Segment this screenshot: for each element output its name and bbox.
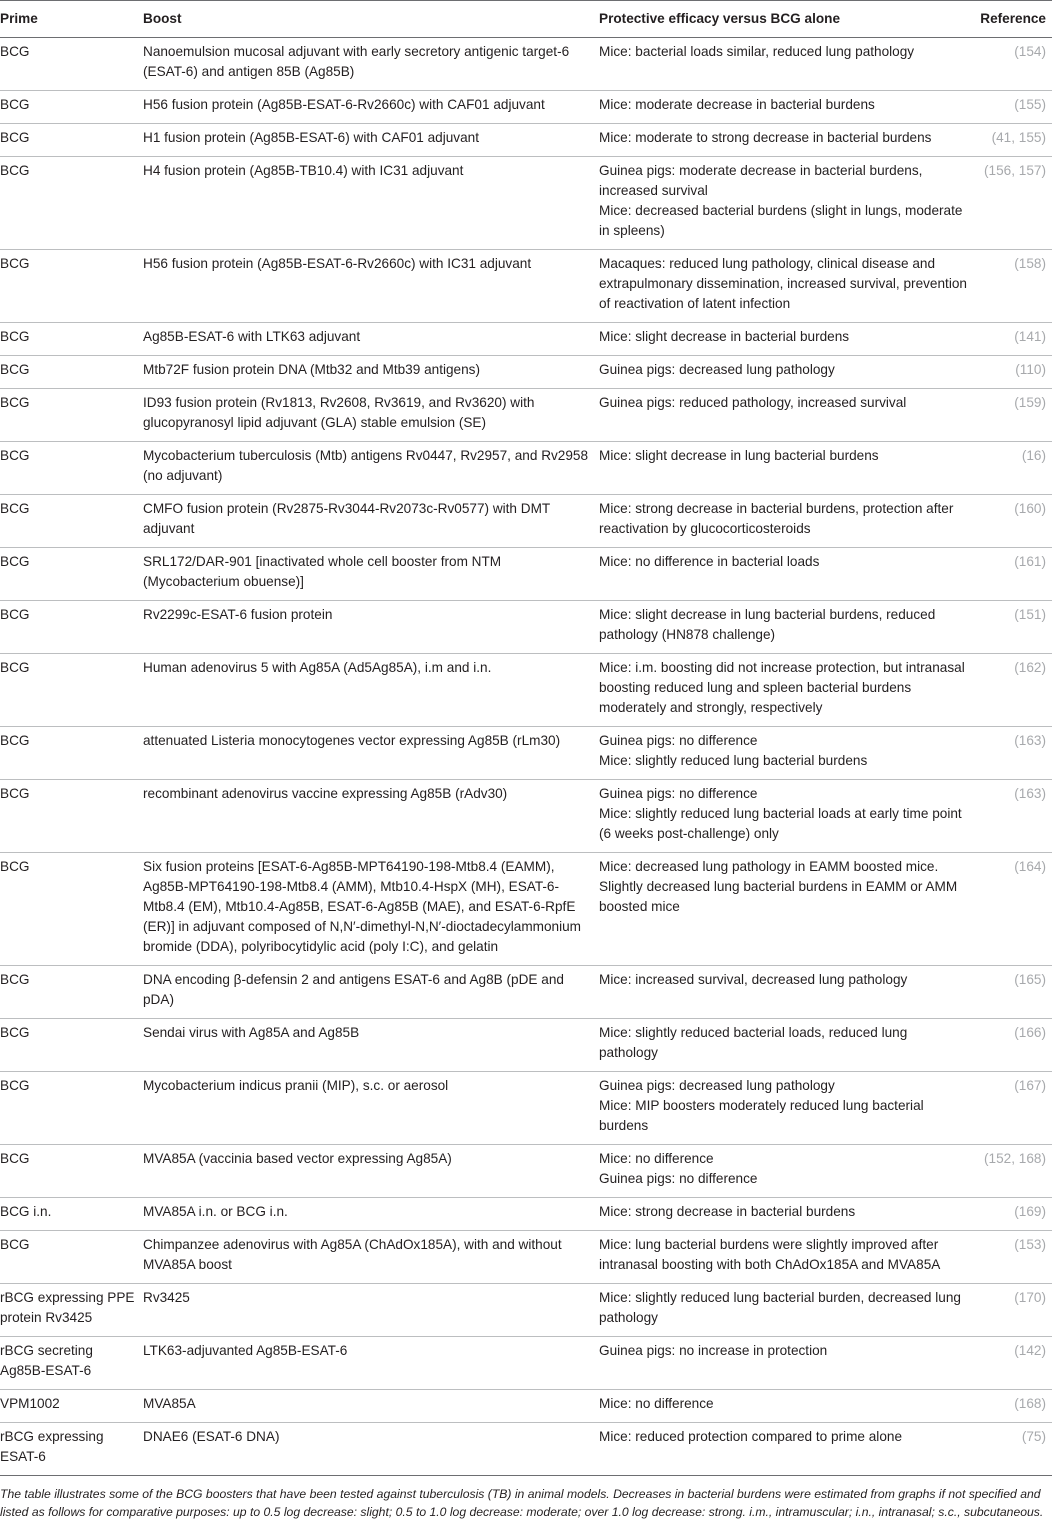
reference-cell: (75) [973, 1423, 1052, 1476]
reference-cell: (168) [973, 1390, 1052, 1423]
boost-cell: Ag85B-ESAT-6 with LTK63 adjuvant [143, 323, 599, 356]
efficacy-line: Mice: slightly reduced lung bacterial loads at early time point (6 weeks post-challenge) only [599, 806, 962, 841]
boost-cell: MVA85A i.n. or BCG i.n. [143, 1198, 599, 1231]
efficacy-cell [599, 356, 973, 389]
efficacy-cell [599, 1284, 973, 1337]
table-row [0, 727, 1052, 780]
reference-cell: (165) [973, 966, 1052, 1019]
reference-cell: (158) [973, 250, 1052, 323]
prime-cell: BCG [0, 442, 143, 495]
prime-cell: BCG [0, 356, 143, 389]
reference-cell: (16) [973, 442, 1052, 495]
reference-cell: (166) [973, 1019, 1052, 1072]
efficacy-cell [599, 853, 973, 966]
header-boost: Boost [143, 1, 599, 38]
efficacy-cell [599, 548, 973, 601]
efficacy-line: Mice: moderate decrease in bacterial burdens [599, 97, 875, 112]
prime-cell: BCG [0, 727, 143, 780]
prime-cell: BCG [0, 389, 143, 442]
prime-cell: BCG [0, 966, 143, 1019]
prime-cell: BCG [0, 124, 143, 157]
prime-cell: BCG [0, 1019, 143, 1072]
efficacy-line: Mice: reduced protection compared to prime alone [599, 1429, 902, 1444]
efficacy-cell [599, 389, 973, 442]
boost-cell: SRL172/DAR-901 [inactivated whole cell booster from NTM (Mycobacterium obuense)] [143, 548, 599, 601]
boost-cell: ID93 fusion protein (Rv1813, Rv2608, Rv3619, and Rv3620) with glucopyranosyl lipid adjuvant (GLA) stable emulsion (SE) [143, 389, 599, 442]
prime-cell: BCG [0, 91, 143, 124]
boost-cell: Mycobacterium tuberculosis (Mtb) antigens Rv0447, Rv2957, and Rv2958 (no adjuvant) [143, 442, 599, 495]
table-footnote: The table illustrates some of the BCG boosters that have been tested against tuberculosis (TB) in animal models. Decreases in bacterial burdens were estimated from graphs if not specified and listed as follows for comparative purposes: up to 0.5 log decrease: slight; 0.5 to 1.0 log decrease: moderate; over 1.0 log decrease: strong. i.m., intramuscular; i.n., intranasal; s.c., subcutaneous. [0, 1487, 1044, 1519]
reference-cell: (141) [973, 323, 1052, 356]
reference-cell: (159) [973, 389, 1052, 442]
table-row [0, 853, 1052, 966]
reference-cell: (169) [973, 1198, 1052, 1231]
table-row [0, 250, 1052, 323]
efficacy-cell [599, 38, 973, 91]
reference-cell: (153) [973, 1231, 1052, 1284]
header-row [0, 1, 1052, 38]
boost-cell: Sendai virus with Ag85A and Ag85B [143, 1019, 599, 1072]
reference-cell: (152, 168) [973, 1145, 1052, 1198]
efficacy-line: Mice: slight decrease in lung bacterial burdens [599, 448, 879, 463]
header-prime: Prime [0, 1, 143, 38]
efficacy-line: Mice: no difference [599, 1396, 714, 1411]
efficacy-line: Guinea pigs: no difference [599, 1171, 758, 1186]
efficacy-cell [599, 323, 973, 356]
table-row [0, 1284, 1052, 1337]
prime-cell: rBCG expressing PPE protein Rv3425 [0, 1284, 143, 1337]
efficacy-line: Guinea pigs: no difference [599, 733, 758, 748]
efficacy-line: Mice: slight decrease in bacterial burdens [599, 329, 850, 344]
efficacy-line: Guinea pigs: moderate decrease in bacterial burdens, increased survival [599, 163, 923, 198]
boost-cell: DNAE6 (ESAT-6 DNA) [143, 1423, 599, 1476]
efficacy-cell [599, 966, 973, 1019]
reference-cell: (160) [973, 495, 1052, 548]
efficacy-cell [599, 250, 973, 323]
boost-cell: recombinant adenovirus vaccine expressing Ag85B (rAdv30) [143, 780, 599, 853]
reference-cell: (155) [973, 91, 1052, 124]
boost-cell: DNA encoding β-defensin 2 and antigens ESAT-6 and Ag8B (pDE and pDA) [143, 966, 599, 1019]
efficacy-cell [599, 601, 973, 654]
efficacy-cell [599, 1019, 973, 1072]
reference-cell: (170) [973, 1284, 1052, 1337]
reference-cell: (151) [973, 601, 1052, 654]
table-row [0, 601, 1052, 654]
table-row [0, 38, 1052, 91]
efficacy-line: Mice: no difference [599, 1151, 714, 1166]
efficacy-cell [599, 91, 973, 124]
efficacy-cell [599, 124, 973, 157]
reference-cell: (164) [973, 853, 1052, 966]
table-row [0, 495, 1052, 548]
efficacy-line: Mice: i.m. boosting did not increase protection, but intranasal boosting reduced lung and spleen bacterial burdens moderately and strongly, respectively [599, 660, 965, 715]
boost-cell: H1 fusion protein (Ag85B-ESAT-6) with CAF01 adjuvant [143, 124, 599, 157]
header-efficacy: Protective efficacy versus BCG alone [599, 1, 973, 38]
boost-cell: H56 fusion protein (Ag85B-ESAT-6-Rv2660c) with IC31 adjuvant [143, 250, 599, 323]
table-row [0, 966, 1052, 1019]
table-row [0, 323, 1052, 356]
efficacy-line: Mice: MIP boosters moderately reduced lung bacterial burdens [599, 1098, 924, 1133]
reference-cell: (156, 157) [973, 157, 1052, 250]
prime-cell: VPM1002 [0, 1390, 143, 1423]
prime-cell: BCG [0, 38, 143, 91]
efficacy-cell [599, 1423, 973, 1476]
efficacy-cell [599, 442, 973, 495]
efficacy-cell [599, 1145, 973, 1198]
efficacy-line: Mice: strong decrease in bacterial burdens [599, 1204, 856, 1219]
boost-cell: Nanoemulsion mucosal adjuvant with early secretory antigenic target-6 (ESAT-6) and antigen 85B (Ag85B) [143, 38, 599, 91]
efficacy-cell [599, 1072, 973, 1145]
boost-cell: H4 fusion protein (Ag85B-TB10.4) with IC31 adjuvant [143, 157, 599, 250]
table-row [0, 91, 1052, 124]
efficacy-cell [599, 1198, 973, 1231]
table-row [0, 1072, 1052, 1145]
reference-cell: (142) [973, 1337, 1052, 1390]
prime-cell: BCG [0, 548, 143, 601]
efficacy-line: Guinea pigs: reduced pathology, increased survival [599, 395, 907, 410]
prime-cell: BCG [0, 1072, 143, 1145]
prime-cell: BCG [0, 1145, 143, 1198]
efficacy-cell [599, 495, 973, 548]
table-row [0, 157, 1052, 250]
efficacy-line: Guinea pigs: no increase in protection [599, 1343, 828, 1358]
efficacy-cell [599, 1337, 973, 1390]
boost-cell: H56 fusion protein (Ag85B-ESAT-6-Rv2660c) with CAF01 adjuvant [143, 91, 599, 124]
prime-cell: rBCG secreting Ag85B-ESAT-6 [0, 1337, 143, 1390]
boost-cell: MVA85A (vaccinia based vector expressing Ag85A) [143, 1145, 599, 1198]
table-row [0, 1423, 1052, 1476]
efficacy-line: Guinea pigs: decreased lung pathology [599, 1078, 835, 1093]
boost-cell: CMFO fusion protein (Rv2875-Rv3044-Rv2073c-Rv0577) with DMT adjuvant [143, 495, 599, 548]
boost-cell: LTK63-adjuvanted Ag85B-ESAT-6 [143, 1337, 599, 1390]
reference-cell: (154) [973, 38, 1052, 91]
efficacy-cell [599, 727, 973, 780]
prime-cell: BCG [0, 853, 143, 966]
reference-cell: (163) [973, 727, 1052, 780]
table-row [0, 1198, 1052, 1231]
reference-cell: (110) [973, 356, 1052, 389]
efficacy-line: Mice: bacterial loads similar, reduced lung pathology [599, 44, 915, 59]
table-row [0, 1019, 1052, 1072]
prime-cell: BCG i.n. [0, 1198, 143, 1231]
efficacy-line: Mice: decreased lung pathology in EAMM boosted mice. Slightly decreased lung bacterial burdens in EAMM or AMM boosted mice [599, 859, 958, 914]
prime-cell: rBCG expressing ESAT-6 [0, 1423, 143, 1476]
table-row [0, 654, 1052, 727]
reference-cell: (161) [973, 548, 1052, 601]
efficacy-cell [599, 1390, 973, 1423]
efficacy-line: Mice: increased survival, decreased lung pathology [599, 972, 908, 987]
prime-cell: BCG [0, 780, 143, 853]
boost-cell: Rv2299c-ESAT-6 fusion protein [143, 601, 599, 654]
boost-cell: Chimpanzee adenovirus with Ag85A (ChAdOx185A), with and without MVA85A boost [143, 1231, 599, 1284]
reference-cell: (41, 155) [973, 124, 1052, 157]
efficacy-line: Mice: slight decrease in lung bacterial burdens, reduced pathology (HN878 challenge) [599, 607, 936, 642]
boost-cell: Rv3425 [143, 1284, 599, 1337]
table-row [0, 356, 1052, 389]
table-row [0, 780, 1052, 853]
efficacy-line: Mice: slightly reduced bacterial loads, reduced lung pathology [599, 1025, 908, 1060]
table-header [0, 1, 1052, 38]
efficacy-cell [599, 780, 973, 853]
table-body [0, 38, 1052, 1476]
efficacy-line: Guinea pigs: decreased lung pathology [599, 362, 835, 377]
prime-cell: BCG [0, 250, 143, 323]
efficacy-line: Guinea pigs: no difference [599, 786, 758, 801]
efficacy-line: Mice: decreased bacterial burdens (slight in lungs, moderate in spleens) [599, 203, 963, 238]
efficacy-line: Mice: no difference in bacterial loads [599, 554, 820, 569]
reference-cell: (167) [973, 1072, 1052, 1145]
efficacy-line: Mice: strong decrease in bacterial burdens, protection after reactivation by glucocorticosteroids [599, 501, 954, 536]
boost-cell: attenuated Listeria monocytogenes vector expressing Ag85B (rLm30) [143, 727, 599, 780]
table-row [0, 1390, 1052, 1423]
boost-cell: MVA85A [143, 1390, 599, 1423]
prime-cell: BCG [0, 1231, 143, 1284]
table-row [0, 1231, 1052, 1284]
efficacy-line: Mice: lung bacterial burdens were slightly improved after intranasal boosting with both ChAdOx185A and MVA85A [599, 1237, 941, 1272]
table-row [0, 124, 1052, 157]
efficacy-cell [599, 1231, 973, 1284]
boost-cell: Mtb72F fusion protein DNA (Mtb32 and Mtb39 antigens) [143, 356, 599, 389]
efficacy-line: Macaques: reduced lung pathology, clinical disease and extrapulmonary dissemination, increased survival, prevention of reactivation of latent infection [599, 256, 967, 311]
table-row [0, 1145, 1052, 1198]
prime-cell: BCG [0, 654, 143, 727]
boost-cell: Human adenovirus 5 with Ag85A (Ad5Ag85A), i.m and i.n. [143, 654, 599, 727]
reference-cell: (162) [973, 654, 1052, 727]
prime-cell: BCG [0, 601, 143, 654]
prime-cell: BCG [0, 157, 143, 250]
efficacy-cell [599, 157, 973, 250]
efficacy-line: Mice: slightly reduced lung bacterial burdens [599, 753, 868, 768]
table-row [0, 1337, 1052, 1390]
efficacy-line: Mice: slightly reduced lung bacterial burden, decreased lung pathology [599, 1290, 961, 1325]
prime-cell: BCG [0, 323, 143, 356]
prime-cell: BCG [0, 495, 143, 548]
reference-cell: (163) [973, 780, 1052, 853]
header-reference: Reference [973, 1, 1052, 38]
boost-cell: Six fusion proteins [ESAT-6-Ag85B-MPT64190-198-Mtb8.4 (EAMM), Ag85B-MPT64190-198-Mtb8.4 (AMM), Mtb10.4-HspX (MH), ESAT-6-Mtb8.4 (EM), Mtb10.4-Ag85B, ESAT-6-Ag85B (MAE), and ESAT-6-RpfE (ER)] in adjuvant composed of N,N′-dimethyl-N,N′-dioctadecylammonium bromide (DDA), polyribocytidylic acid (poly I:C), and gelatin [143, 853, 599, 966]
table-row [0, 442, 1052, 495]
efficacy-cell [599, 654, 973, 727]
table-row [0, 389, 1052, 442]
table-row [0, 548, 1052, 601]
efficacy-line: Mice: moderate to strong decrease in bacterial burdens [599, 130, 932, 145]
boost-cell: Mycobacterium indicus pranii (MIP), s.c. or aerosol [143, 1072, 599, 1145]
